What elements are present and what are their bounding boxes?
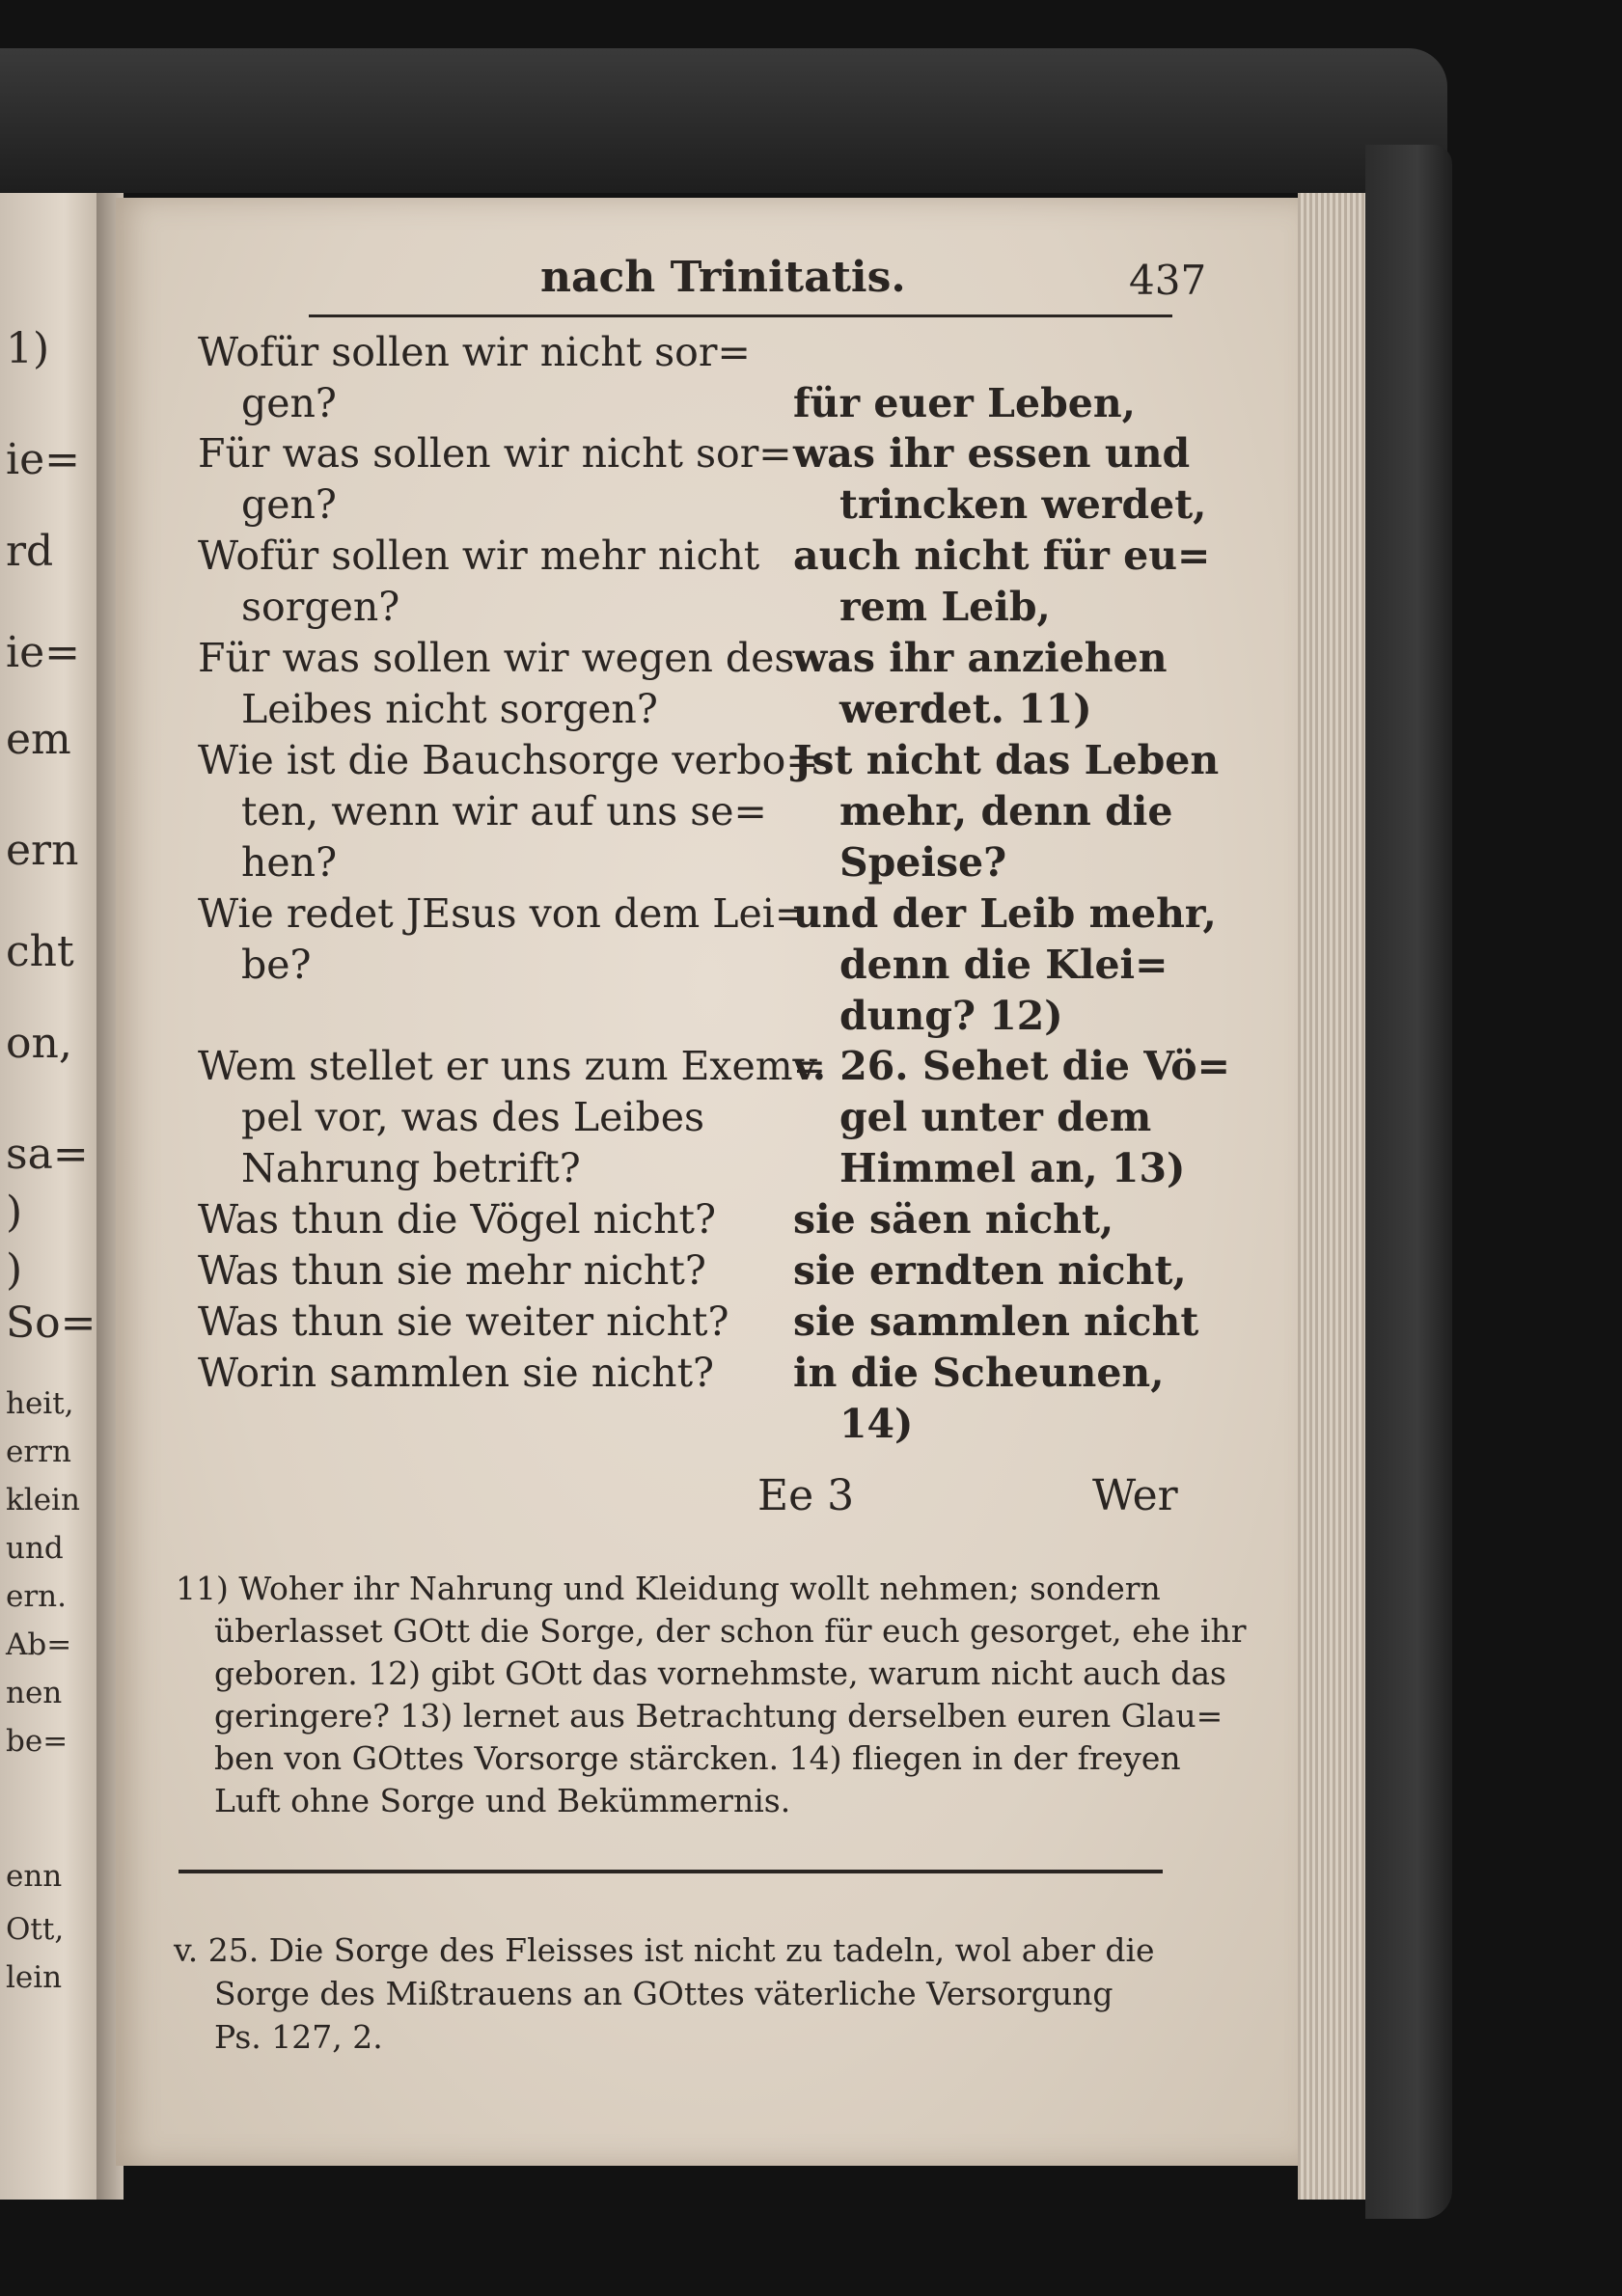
answer-line: rem Leib, [839,584,1051,630]
question-line: Leibes nicht sorgen? [241,686,658,732]
signature-mark: Ee 3 [757,1471,855,1520]
answer-line: auch nicht für eu= [793,533,1211,579]
answer-line: 14) [839,1401,914,1447]
question-line: Worin sammlen sie nicht? [198,1350,715,1396]
left-page-fragment: Ab= [6,1627,72,1662]
question-line: Für was sollen wir nicht sor= [198,430,792,477]
answer-line: in die Scheunen, [793,1350,1165,1396]
left-page-fragment: ) [6,1245,23,1295]
footnote-line: Sorge des Mißtrauens an GOttes väterliche Versorgung [214,1975,1113,2012]
left-page-fragment: enn [6,1859,63,1894]
left-page-edge [0,193,106,2200]
left-page-fragment: und [6,1531,64,1566]
question-line: Wem stellet er uns zum Exem= [198,1043,826,1089]
answer-line: Himmel an, 13) [839,1145,1186,1191]
answer-line: dung? 12) [839,993,1063,1039]
question-line: Was thun sie weiter nicht? [198,1298,729,1345]
left-page-fragment: on, [6,1019,72,1068]
left-page-fragment: cht [6,927,74,976]
answer-line: sie erndten nicht, [793,1247,1187,1294]
question-line: hen? [241,839,338,886]
left-page-fragment: lein [6,1960,63,1995]
running-header: nach Trinitatis. [540,253,906,302]
catchword: Wer [1092,1471,1178,1520]
footnote-line: geringere? 13) lernet aus Betrachtung derselben euren Glau= [214,1697,1223,1735]
question-line: Was thun sie mehr nicht? [198,1247,706,1294]
left-page-fragment: ie= [6,435,80,484]
footnote-separator-rule [179,1870,1163,1873]
answer-line: trincken werdet, [839,481,1207,528]
question-line: Für was sollen wir wegen des [198,635,795,681]
left-page-fragment: ern [6,826,79,875]
answer-line: für euer Leben, [793,380,1136,426]
question-line: ten, wenn wir auf uns se= [241,788,767,834]
left-page-fragment: be= [6,1724,69,1759]
left-page-fragment: So= [6,1298,96,1348]
left-page-fragment: klein [6,1483,80,1517]
left-page-fragment: sa= [6,1130,89,1179]
question-line: sorgen? [241,584,400,630]
footnote-line: 11) Woher ihr Nahrung und Kleidung wollt nehmen; sondern [176,1570,1161,1607]
left-page-fragment: ie= [6,628,80,677]
left-page-fragment: nen [6,1676,63,1710]
page-edges [1298,193,1375,2200]
left-page-fragment: 1) [6,324,50,373]
header-rule [309,314,1172,317]
question-line: gen? [241,481,337,528]
answer-line: sie sammlen nicht [793,1298,1199,1345]
footnote-line: Luft ohne Sorge und Bekümmernis. [214,1782,791,1819]
footnote-line: überlasset GOtt die Sorge, der schon für euch gesorget, ehe ihr [214,1612,1247,1650]
question-line: Nahrung betrift? [241,1145,581,1191]
answer-line: v. 26. Sehet die Vö= [793,1043,1231,1089]
answer-line: sie säen nicht, [793,1196,1114,1243]
question-line: Wie redet JEsus von dem Lei= [198,890,809,937]
answer-line: gel unter dem [839,1094,1152,1140]
left-page-fragment: ern. [6,1579,67,1614]
book-back-cover [1365,145,1452,2219]
footnote-line: ben von GOttes Vorsorge stärcken. 14) fliegen in der freyen [214,1739,1181,1777]
question-line: gen? [241,380,337,426]
left-page-fragment: rd [6,527,54,576]
book-cover-top [0,48,1447,193]
left-page-fragment: heit, [6,1386,74,1421]
page-number: 437 [1129,257,1207,304]
question-line: pel vor, was des Leibes [241,1094,705,1140]
footnote-line: Ps. 127, 2. [214,2018,383,2056]
answer-line: was ihr anziehen [793,635,1168,681]
question-line: Wofür sollen wir mehr nicht [198,533,760,579]
answer-line: mehr, denn die [839,788,1173,834]
left-page-fragment: errn [6,1435,71,1469]
question-line: Wie ist die Bauchsorge verbo= [198,737,819,783]
answer-line: Jst nicht das Leben [793,737,1220,783]
left-page-fragment: ) [6,1188,23,1237]
left-page-fragment: em [6,715,71,764]
question-line: Wofür sollen wir nicht sor= [198,329,751,375]
answer-line: und der Leib mehr, [793,890,1217,937]
footnote-line: geboren. 12) gibt GOtt das vornehmste, warum nicht auch das [214,1654,1226,1692]
answer-line: werdet. 11) [839,686,1092,732]
left-page-fragment: Ott, [6,1912,65,1947]
question-line: Was thun die Vögel nicht? [198,1196,717,1243]
answer-line: was ihr essen und [793,430,1191,477]
question-line: be? [241,942,312,988]
answer-line: Speise? [839,839,1007,886]
footnote-line: v. 25. Die Sorge des Fleisses ist nicht zu tadeln, wol aber die [174,1931,1155,1969]
answer-line: denn die Klei= [839,942,1168,988]
